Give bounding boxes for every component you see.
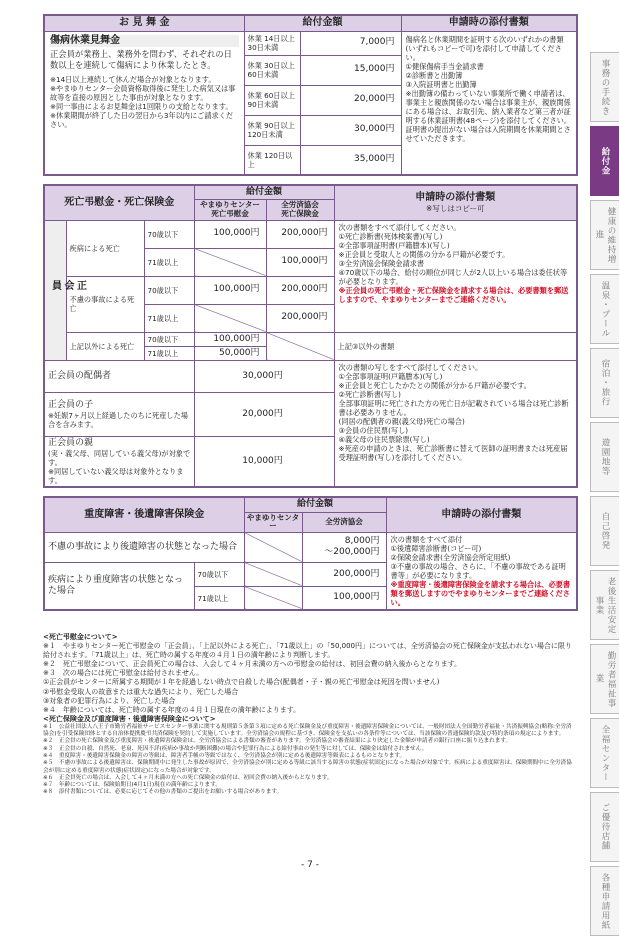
amount-header: 給付金額 [244, 15, 401, 31]
tab-retirement[interactable]: 老後生活安定事業 [590, 570, 619, 640]
illness-amount: 200,000円 [302, 562, 386, 586]
death-header: 死亡弔慰金・死亡保険金 [44, 185, 194, 220]
death-docs-text: 次の書類をすべて添付してください。 ①死亡診断書(死体検案書)(写し) ②全部事項証明書(戸籍謄本)(写し) ※正会員と受取人との関係の分かる戸籍が必要です。 ③全労済協会保険金請求書 ④70歳以下の場合、給付の順位が同じ人が2人以上いる場合は委任状等が必要となります。 [338, 222, 568, 286]
sick-leave-notes [50, 75, 239, 129]
parent-note: (実・義父母、同居している義父母)が対象です。 ※同居していない義父母は対象外となります。 [48, 449, 191, 486]
note-item: ※１ やまゆりセンター死亡弔慰金の「正会員」、「上記以外による死亡」、「71歳以上」の「50,000円」については、全労済協会の死亡保険金が支払われない場合に限り給付されます。「71歳以上」は、死亡時の属する年度の４月１日の満年齢により判断します。 [43, 642, 572, 660]
tier-period: 休業 30日以上 60日未満 [244, 55, 300, 85]
family-docs: 次の書類の写しをすべて添付してください。 ①全部事項証明(戸籍謄本)(写し) ※正会員と死亡したかたとの関係が分かる戸籍が必要です。 ②死亡診断書(写し) 全部事項証明に死亡された方の死亡日が記載されている場合は死亡診断書は必要ありません。 (同居の配偶者の親(義父母)死亡の場合) ③会員の住民票(写し) ④義父母の住民票除票(写し) ※死産の申請のときは、死亡診断書に替えて医師の証明書または死産届受理証明書(写し)を添付してください。 [334, 361, 577, 488]
docs-header-title: 申請時の添付書類 [415, 191, 496, 203]
empty-cell [244, 586, 302, 610]
col-yamayuri: やまゆりセンター 死亡弔慰金 [194, 200, 266, 220]
note-2: ※やまゆりセンター会員資格取得後に発生した病気又は事故等を直接の原因とした事由が対象となります。 [50, 84, 236, 103]
tier-period: 休業 60日以上 90日未満 [244, 85, 300, 115]
sick-leave-desc: 正会員が業務上、業務外を問わず、それぞれの日数以上を連続して傷病により休業したとき。 [50, 49, 232, 71]
docs-header: 申請時の添付書類 [386, 497, 577, 532]
disability-table [43, 496, 578, 611]
tab-worker-welfare[interactable]: 勤労者福祉事業 [590, 644, 619, 714]
age-cell: 71歳以上 [144, 248, 194, 276]
child-note: ※妊娠7ヶ月以上経過したのちに死産した場合を含みます。 [48, 411, 188, 430]
spouse-amount: 30,000円 [194, 361, 334, 393]
tab-benefits[interactable]: 給付金 [590, 126, 619, 196]
sick-leave-docs: 傷病名と休業期間を証明する次のいずれかの書類(いずれもコピーで可)を添付して申請してください。 ①健保傷病手当金請求書 ②診断書と出勤簿 ③入院証明書と出勤簿 ※出勤簿の備わっていない事業所で働く申請者は、事業主と親族関係のない場合は事業主が、親族関係にある場合は、お取引先、納入業者など第三者が証明する休業証明書(48ページ)を添付してください。 証明書の提出がない場合は入院期間を休業期間とさせていただきます。 [401, 31, 577, 175]
tab-zenpuku-center[interactable]: 全福センター [590, 718, 619, 788]
cause-cell: 疾病による死亡 [66, 220, 144, 276]
member-label-text: 正 会 員 [49, 279, 86, 298]
page-number: - 7 - [301, 860, 319, 870]
death-benefit-table [43, 184, 578, 488]
age-cell: 70歳以下 [144, 276, 194, 304]
note-item: ※３ 次の場合には死亡弔慰金は給付されません。 ①正会員がセンターに所属する期間が１年を経過しない時点で自殺した場合(配偶者・子・親の死亡弔慰金は死因を問いません) ②弔慰金受取人の故意または重大な過失により、死亡した場合 ③対象者の犯罪行為により、死亡した場合 [43, 669, 440, 705]
child-cell [44, 393, 194, 437]
amount-cell: 100,000円 [266, 248, 334, 276]
note-item: ※２ 死亡弔慰金について、正会員死亡の場合は、入会して４ヶ月未満の方への弔慰金の給付は、初回会費の納入後からとなります。 [43, 660, 462, 669]
note-1: ※14日以上連続して休んだ場合が対象となります。 [50, 75, 216, 85]
age-cell: 70歳以下 [144, 220, 194, 248]
main-content [43, 14, 576, 611]
tier-amount: 30,000円 [300, 115, 401, 145]
tier-amount: 35,000円 [300, 145, 401, 175]
parent-amount: 10,000円 [194, 437, 334, 488]
parent-cell [44, 437, 194, 488]
empty-cell [266, 332, 334, 361]
condolence-header: お 見 舞 金 [44, 15, 244, 31]
disability-docs-warning: ※重度障害・後遺障害保険金を請求する場合は、必要書類を郵送しますのでやまゆりセンターまでご連絡ください。 [390, 579, 571, 607]
member-label [44, 220, 86, 361]
amount-header: 給付金額 [194, 185, 334, 200]
tier-period: 休業 120日以上 [244, 145, 300, 175]
death-docs-warning: ※正会員の死亡弔慰金・死亡保険金を請求する場合は、必要書類を郵送しますので、やまゆりセンターまでご連絡ください。 [338, 285, 569, 304]
col-yamayuri: やまゆりセンター [244, 512, 302, 532]
age-cell: 71歳以上 [144, 346, 194, 360]
tier-amount: 15,000円 [300, 55, 401, 85]
child-label: 正会員の子 [48, 399, 94, 410]
death-docs [334, 220, 577, 332]
note-item: ※４ 年齢については、死亡時の属する年度の４月１日現在の満年齢によります。 [43, 705, 301, 714]
sick-leave-title: 傷病休業見舞金 [50, 35, 239, 48]
note-3: ※同一事由によるお見舞金は1回限りの支給となります。 [50, 102, 233, 112]
tier-period: 休業 90日以上 120日未満 [244, 115, 300, 145]
note-4: ※休業期間が終了した日の翌日から3年以内にご請求ください。 [50, 111, 234, 130]
sick-leave-cell [44, 31, 244, 175]
disability-header: 重度障害・後遺障害保険金 [44, 497, 244, 532]
accident-label: 不慮の事故により後遺障害の状態となった場合 [44, 532, 244, 562]
cause-cell: 不慮の事故による死亡 [66, 276, 144, 332]
age-cell: 71歳以上 [144, 304, 194, 332]
tab-partner-shops[interactable]: ご優待店舗 [590, 792, 619, 862]
tab-forms[interactable]: 各種申請用紙 [590, 866, 619, 936]
amount-cell: 100,000円 [194, 332, 266, 346]
empty-cell [244, 562, 302, 586]
sidebar-tabs [590, 52, 620, 940]
illness-amount: 100,000円 [302, 586, 386, 610]
docs-header: 申請時の添付書類 [401, 15, 577, 31]
insurance-notes: ※１ 公益社団法人八王子市勤労者福祉サービスセンター事業に関する規則第５条第３項に定める死亡保険金及び重度障害・後遺障害保険金については、一般財団法人全国勤労者福祉・共済振興協会(略称:全労済協会)を引受保険団体とする自治体提携慶弔共済保険を契約して実施しています。全労済協会の規程に基づき、保険金を支払いの各条件等については、当該保険の普通保険約款及び特約条項の規定によります。 ※２ 正会員の死亡保険金及び重度障害・後遺障害保険金は、全労済協会による書類の審査があります。全労済協会の審査結果により決定した金額が申請者の銀行口座に振り込まれます。 ※３ 正会員の自殺、自然死、老衰、死因不詳(疾病か事故か判断困難)の場合や犯罪行為による給付事由の発生等に対しては、保険金は給付されません。 ※４ 重度障害・後遺障害保険金の障害の等級は、障害者手帳の等級ではなく、全労済協会が別に定める後遺障害等級表によるものとなります。 ※５ 不慮の事故による後遺障害は、保険期間中に発生した事故が原因で、全労済協会が別に定める等級に該当する障害の状態(症状固定)になった場合が対象です。疾病による重度障害は、保険期間中に全労済協会が別に定める重度障害の状態(症状固定)になった場合が対象です。 ※６ 正会員死亡の場合は、入会して４ヶ月未満の方への死亡保険金の給付は、初回会費の納入後からとなります。 ※７ 年齢については、保険始期日(4月1日)現在の満年齢によります。 ※８ 添付書類については、必要に応じてその他の書類のご提出をお願いする場合があります。 [43, 723, 572, 796]
col-zenrosai: 全労済協会 死亡保険金 [266, 200, 334, 220]
tier-amount: 20,000円 [300, 85, 401, 115]
cause-cell: 上記以外による死亡 [66, 332, 144, 361]
empty-cell [194, 304, 266, 332]
condolence-table [43, 14, 578, 176]
age-cell: 71歳以上 [194, 586, 244, 610]
child-amount: 20,000円 [194, 393, 334, 437]
age-cell: 70歳以下 [144, 332, 194, 346]
death-docs-other: 上記③以外の書類 [334, 332, 577, 361]
docs-header-note: ※写しはコピー可 [426, 204, 485, 214]
tab-amusement[interactable]: 遊園地等 [590, 422, 619, 492]
empty-cell [194, 248, 266, 276]
tab-procedures[interactable]: 事務の手続き [590, 52, 619, 122]
tier-amount: 7,000円 [300, 31, 401, 55]
docs-header [334, 185, 577, 220]
parent-label: 正会員の親 [48, 438, 94, 448]
col-zenrosai: 全労済協会 [302, 512, 386, 532]
footnotes [43, 633, 576, 797]
tab-health[interactable]: 健康の維持増進 [590, 200, 619, 270]
amount-cell: 200,000円 [266, 304, 334, 332]
amount-cell: 50,000円 [194, 346, 266, 360]
amount-cell: 100,000円 [194, 276, 266, 304]
tab-self-development[interactable]: 自己啓発 [590, 496, 619, 566]
tab-travel[interactable]: 宿泊・旅行 [590, 348, 619, 418]
amount-cell: 200,000円 [266, 220, 334, 248]
disability-docs [386, 532, 577, 610]
tier-period: 休業 14日以上 30日未満 [244, 31, 300, 55]
amount-header: 給付金額 [244, 497, 386, 512]
accident-amount: 8,000円 ～200,000円 [302, 532, 386, 562]
amount-cell: 100,000円 [194, 220, 266, 248]
empty-cell [244, 532, 302, 562]
illness-label: 疾病により重度障害の状態となった場合 [44, 562, 194, 610]
age-cell: 70歳以下 [194, 562, 244, 586]
notes-heading-1: <死亡弔慰金について> [43, 633, 118, 641]
notes-heading-2: <死亡保険金及び重度障害・後遺障害保険金について> [43, 714, 216, 723]
amount-cell: 200,000円 [266, 276, 334, 304]
disability-docs-text: 次の書類をすべて添付 ①後遺障害診断書(コピー可) ②保険金請求書(全労済協会所定用紙) ③不慮の事故の場合、さらに、「不慮の事故である証明書等」が必要になります。 [390, 534, 566, 580]
tab-onsen-pool[interactable]: 温泉・プール [590, 274, 619, 344]
spouse-label: 正会員の配偶者 [44, 361, 194, 393]
